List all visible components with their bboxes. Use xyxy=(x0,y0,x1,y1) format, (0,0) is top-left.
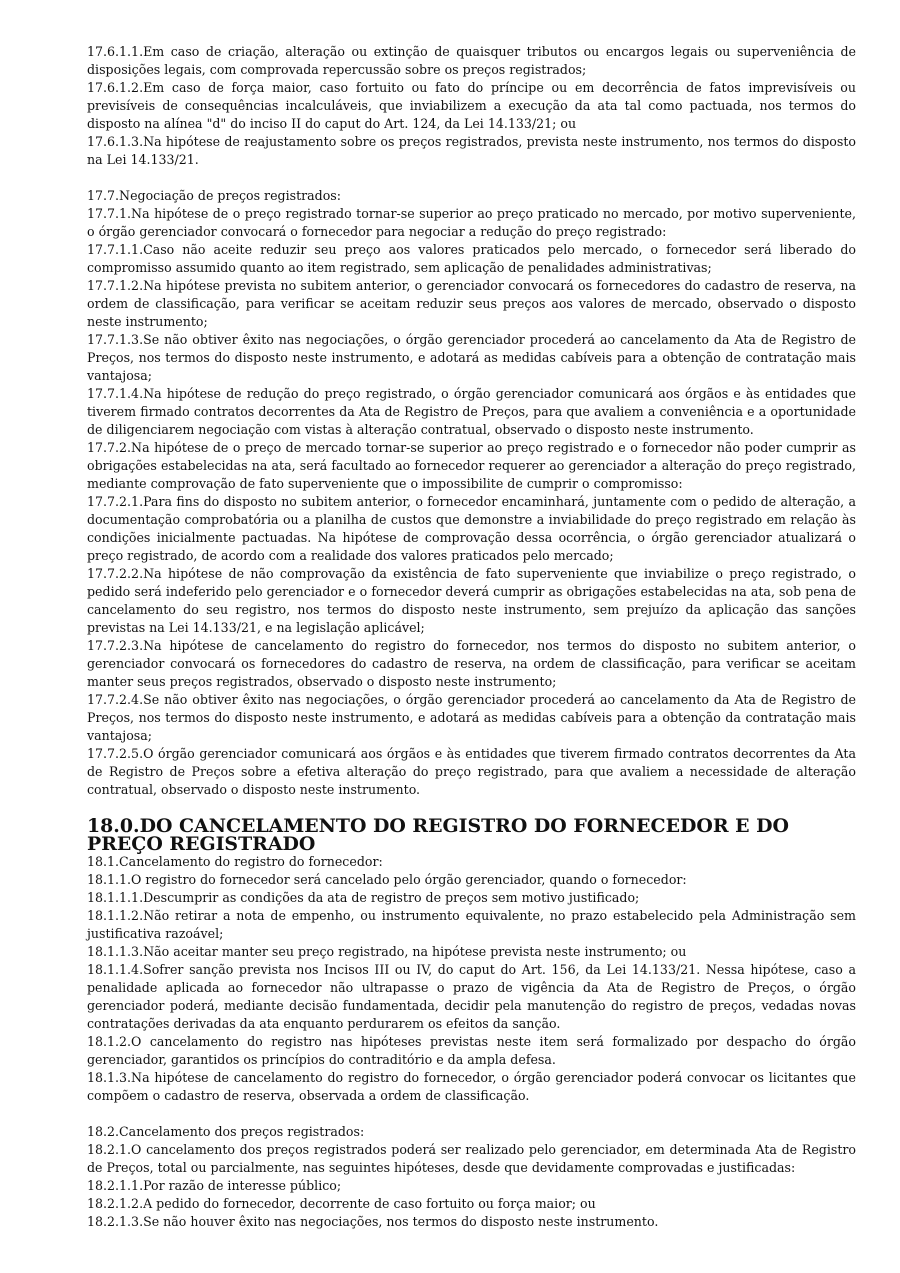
paragraph: 18.2.1.O cancelamento dos preços registrados poderá ser realizado pelo gerenciador, em determinada Ata de Registro de Preços, total ou parcialmente, nas seguintes hipóteses, desde que devidamente comprovadas e justificadas: xyxy=(87,1142,856,1175)
paragraph: 18.1.1.1.Descumprir as condições da ata de registro de preços sem motivo justificado; xyxy=(87,890,640,905)
paragraph: 17.7.1.1.Caso não aceite reduzir seu preço aos valores praticados pelo mercado, o fornecedor será liberado do compromisso assumido quanto ao item registrado, sem aplicação de penalidades administrativas; xyxy=(87,242,856,275)
paragraph: 18.1.1.3.Não aceitar manter seu preço registrado, na hipótese prevista neste instrumento; ou xyxy=(87,944,687,959)
paragraph: 18.2.Cancelamento dos preços registrados: xyxy=(87,1124,365,1139)
paragraph: 17.7.2.1.Para fins do disposto no subitem anterior, o fornecedor encaminhará, juntamente com o pedido de alteração, a documentação comprobatória ou a planilha de custos que demonstre a inviabilidade do preço registrado em relação às condições inicialmente pactuadas. Na hipótese de comprovação dessa ocorrência, o órgão gerenciador atualizará o preço registrado, de acordo com a realidade dos valores praticados pelo mercado; xyxy=(87,494,856,563)
paragraph: 17.7.2.4.Se não obtiver êxito nas negociações, o órgão gerenciador procederá ao cancelamento da Ata de Registro de Preços, nos termos do disposto neste instrumento, e adotará as medidas cabíveis para a obtenção da contratação mais vantajosa; xyxy=(87,692,856,743)
paragraph: 18.1.1.2.Não retirar a nota de empenho, ou instrumento equivalente, no prazo estabelecido pela Administração sem justificativa razoável; xyxy=(87,908,856,941)
paragraph: 18.1.Cancelamento do registro do fornecedor: xyxy=(87,854,383,869)
paragraph: 17.7.1.Na hipótese de o preço registrado tornar-se superior ao preço praticado no mercado, por motivo superveniente, o órgão gerenciador convocará o fornecedor para negociar a redução do preço registrado: xyxy=(87,206,856,239)
section-18-1 xyxy=(87,853,856,1105)
paragraph: 17.7.2.Na hipótese de o preço de mercado tornar-se superior ao preço registrado e o fornecedor não poder cumprir as obrigações estabelecidas na ata, será facultado ao fornecedor requerer ao gerenciador a alteração do preço registrado, mediante comprovação de fato superveniente que o impossibilite de cumprir o compromisso: xyxy=(87,440,856,491)
paragraph: 18.2.1.2.A pedido do fornecedor, decorrente de caso fortuito ou força maior; ou xyxy=(87,1196,596,1211)
paragraph: 18.1.2.O cancelamento do registro nas hipóteses previstas neste item será formalizado por despacho do órgão gerenciador, garantidos os princípios do contraditório e da ampla defesa. xyxy=(87,1034,856,1067)
paragraph: 17.7.1.2.Na hipótese prevista no subitem anterior, o gerenciador convocará os fornecedores do cadastro de reserva, na ordem de classificação, para verificar se aceitam reduzir seus preços aos valores de mercado, observado o disposto neste instrumento; xyxy=(87,278,856,329)
paragraph: 18.1.1.O registro do fornecedor será cancelado pelo órgão gerenciador, quando o fornecedor: xyxy=(87,872,687,887)
paragraph: 17.7.2.5.O órgão gerenciador comunicará aos órgãos e às entidades que tiverem firmado contratos decorrentes da Ata de Registro de Preços sobre a efetiva alteração do preço registrado, para que avaliem a necessidade de alteração contratual, observado o disposto neste instrumento. xyxy=(87,746,856,797)
section-18-2 xyxy=(87,1123,856,1231)
section-heading: 18.0.DO CANCELAMENTO DO REGISTRO DO FORNECEDOR E DO PREÇO REGISTRADO xyxy=(87,815,789,855)
paragraph: 17.6.1.2.Em caso de força maior, caso fortuito ou fato do príncipe ou em decorrência de fatos imprevisíveis ou previsíveis de consequências incalculáveis, que inviabilizem a execução da ata tal como pactuada, nos termos do disposto na alínea "d" do inciso II do caput do Art. 124, da Lei 14.133/21; ou xyxy=(87,80,856,131)
paragraph-gap xyxy=(87,169,856,187)
section-17-7 xyxy=(87,187,856,799)
paragraph: 18.1.1.4.Sofrer sanção prevista nos Incisos III ou IV, do caput do Art. 156, da Lei 14.133/21. Nessa hipótese, caso a penalidade aplicada ao fornecedor não ultrapasse o prazo de vigência da Ata de Registro de Preços, o órgão gerenciador poderá, mediante decisão fundamentada, decidir pela manutenção do registro de preços, vedadas novas contratações derivadas da ata enquanto perdurarem os efeitos da sanção. xyxy=(87,962,856,1031)
paragraph: 17.7.2.3.Na hipótese de cancelamento do registro do fornecedor, nos termos do disposto no subitem anterior, o gerenciador convocará os fornecedores do cadastro de reserva, na ordem de classificação, para verificar se aceitam manter seus preços registrados, observado o disposto neste instrumento; xyxy=(87,638,856,689)
paragraph: 18.2.1.3.Se não houver êxito nas negociações, nos termos do disposto neste instrumento. xyxy=(87,1214,659,1229)
paragraph: 17.7.2.2.Na hipótese de não comprovação da existência de fato superveniente que inviabilize o preço registrado, o pedido será indeferido pelo gerenciador e o fornecedor deverá cumprir as obrigações estabelecidas na ata, sob pena de cancelamento do seu registro, nos termos do disposto neste instrumento, sem prejuízo da aplicação das sanções previstas na Lei 14.133/21, e na legislação aplicável; xyxy=(87,566,856,635)
paragraph: 17.7.1.4.Na hipótese de redução do preço registrado, o órgão gerenciador comunicará aos órgãos e às entidades que tiverem firmado contratos decorrentes da Ata de Registro de Preços, para que avaliem a conveniência e a oportunidade de diligenciarem negociação com vistas à alteração contratual, observado o disposto neste instrumento. xyxy=(87,386,856,437)
paragraph: 18.2.1.1.Por razão de interesse público; xyxy=(87,1178,342,1193)
paragraph: 17.7.Negociação de preços registrados: xyxy=(87,188,342,203)
paragraph: 17.6.1.3.Na hipótese de reajustamento sobre os preços registrados, prevista neste instrumento, nos termos do disposto na Lei 14.133/21. xyxy=(87,134,856,167)
paragraph: 18.1.3.Na hipótese de cancelamento do registro do fornecedor, o órgão gerenciador poderá convocar os licitantes que compõem o cadastro de reserva, observada a ordem de classificação. xyxy=(87,1070,856,1103)
paragraph: 17.6.1.1.Em caso de criação, alteração ou extinção de quaisquer tributos ou encargos legais ou superveniência de disposições legais, com comprovada repercussão sobre os preços registrados; xyxy=(87,44,856,77)
paragraph-gap xyxy=(87,1105,856,1123)
paragraph: 17.7.1.3.Se não obtiver êxito nas negociações, o órgão gerenciador procederá ao cancelamento da Ata de Registro de Preços, nos termos do disposto neste instrumento, e adotará as medidas cabíveis para a obtenção de contratação mais vantajosa; xyxy=(87,332,856,383)
section-17-6 xyxy=(87,43,856,169)
